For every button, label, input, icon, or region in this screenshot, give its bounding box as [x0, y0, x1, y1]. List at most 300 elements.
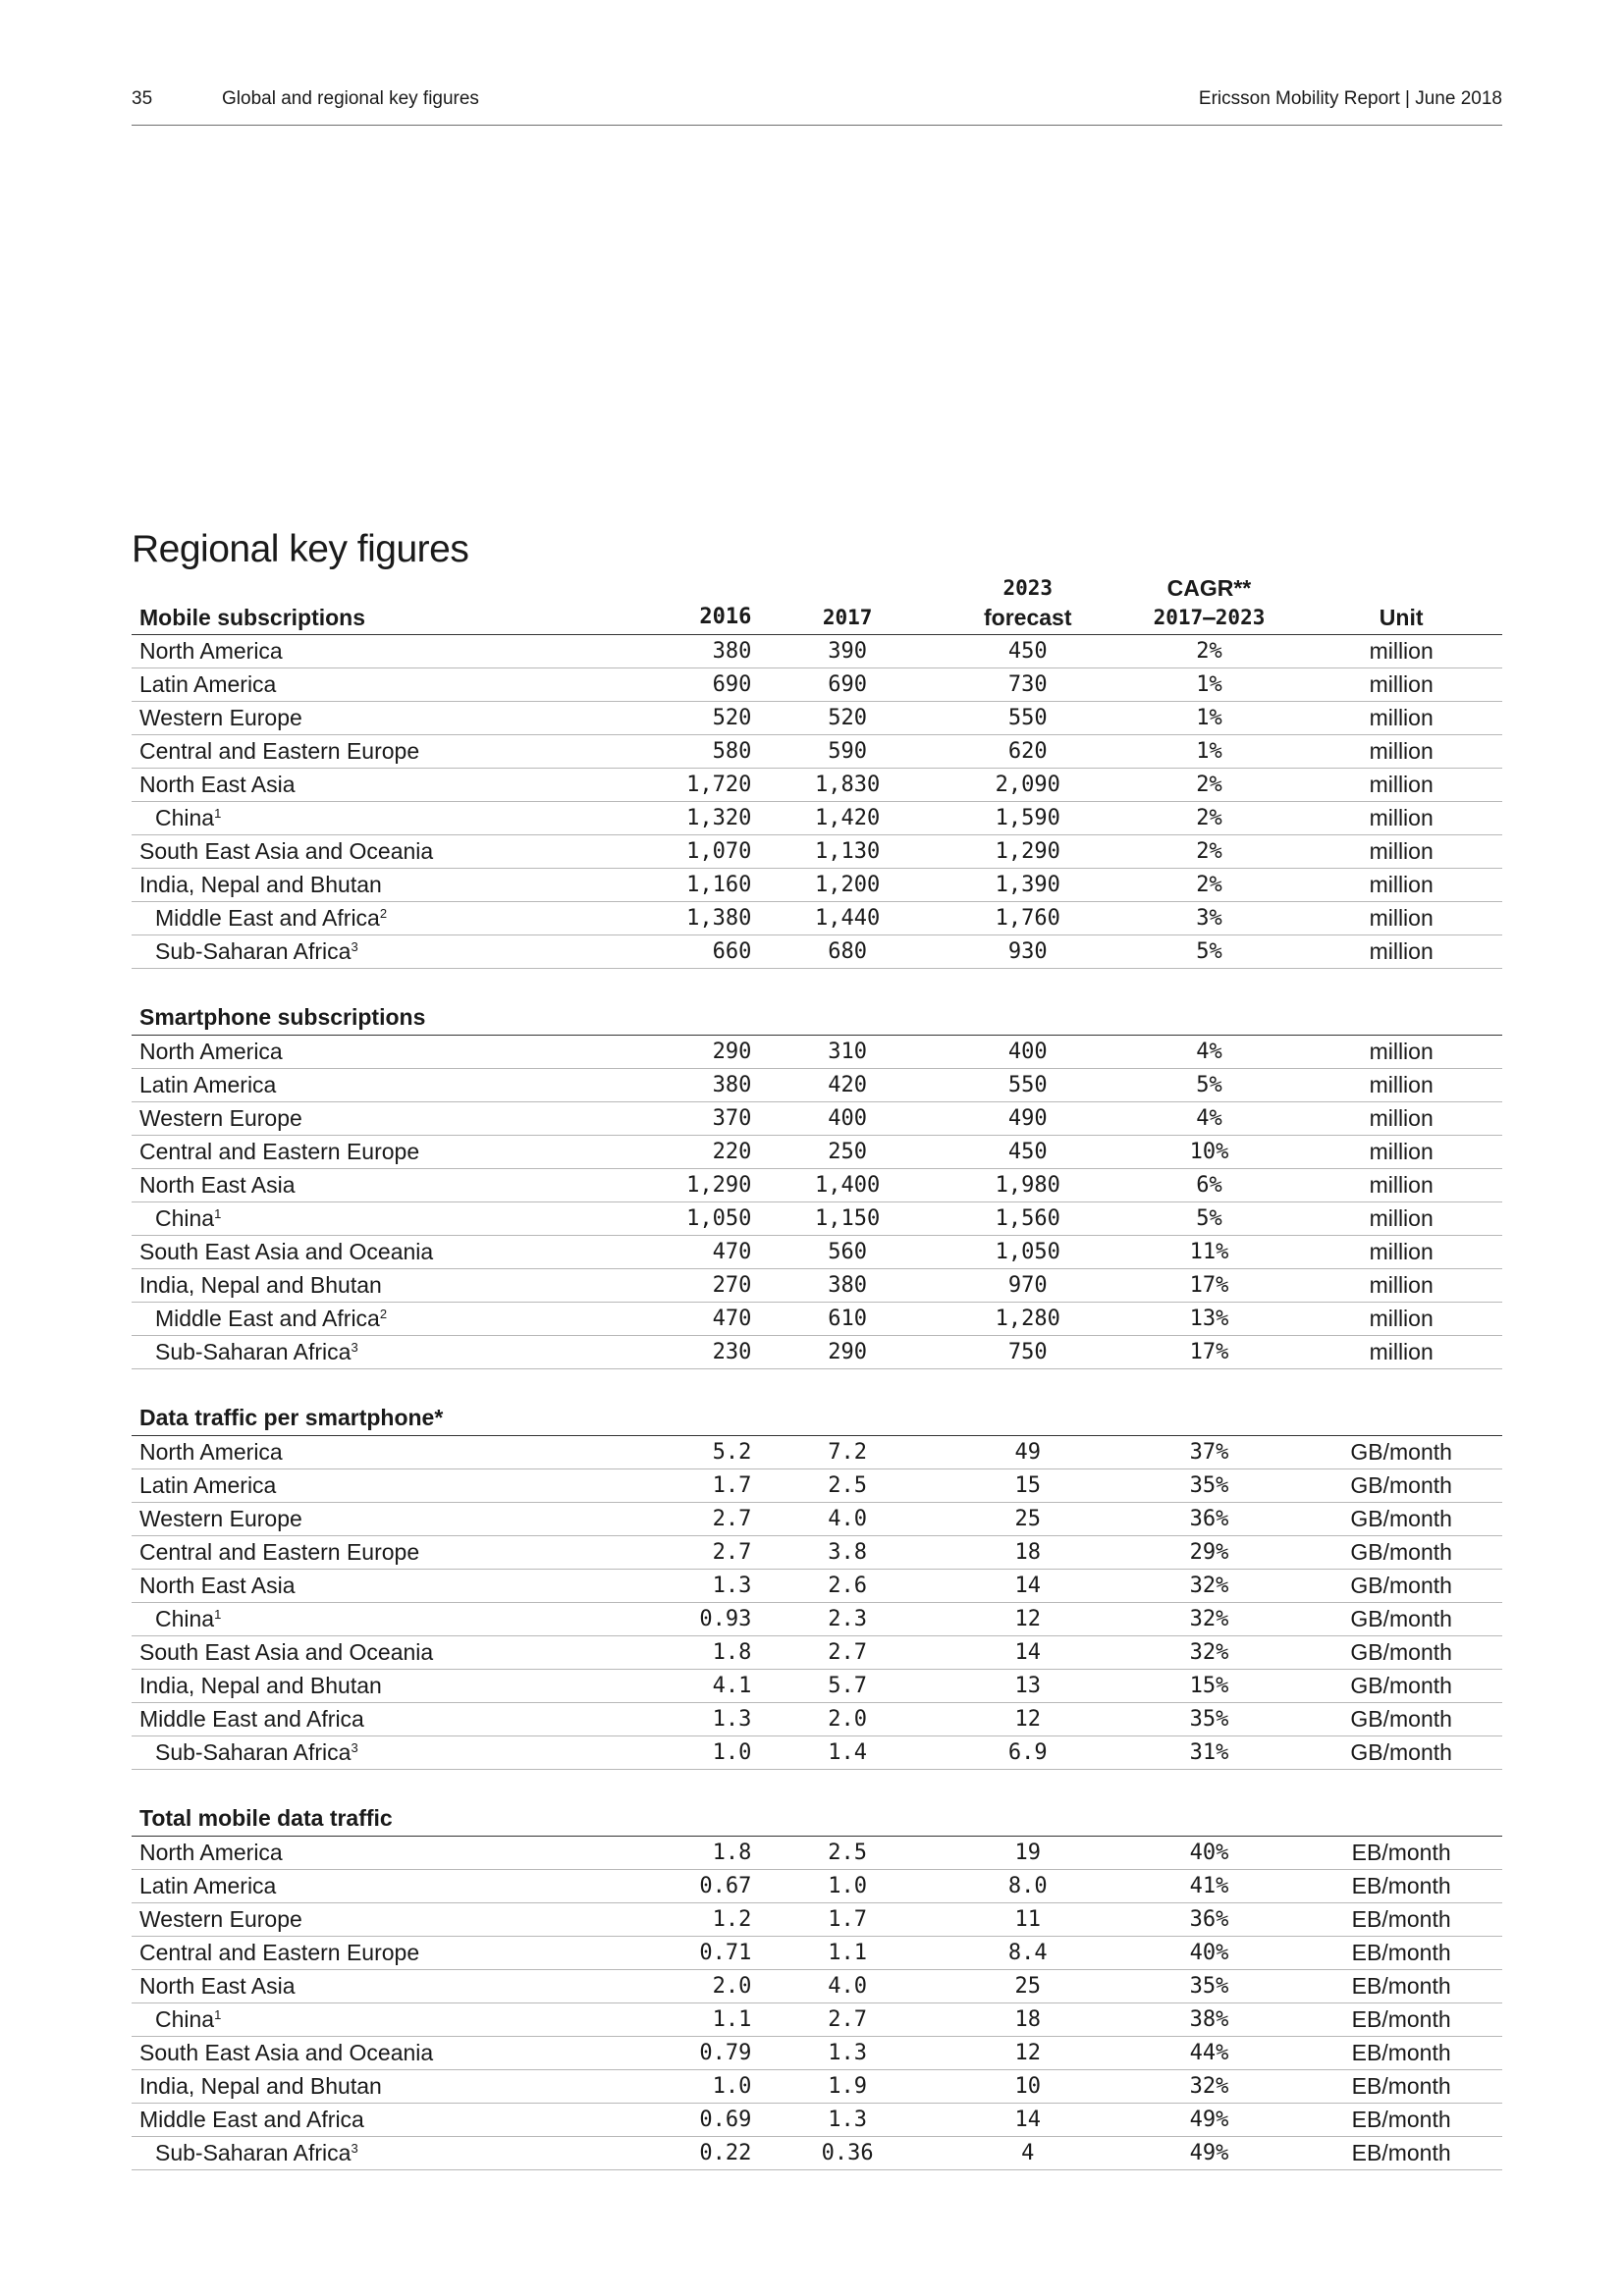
value-cagr: 40%: [1118, 1936, 1301, 1969]
value-2017: 610: [757, 1302, 938, 1335]
value-2023-forecast: 25: [938, 1502, 1118, 1535]
value-2016: 2.7: [686, 1535, 757, 1569]
value-2023-forecast: 11: [938, 1902, 1118, 1936]
value-2023-forecast: 930: [938, 934, 1118, 968]
table-row: [132, 1435, 1502, 1468]
column-header-row: [132, 567, 1502, 634]
value-2023-forecast: 1,280: [938, 1302, 1118, 1335]
value-unit: million: [1300, 1035, 1502, 1068]
region-cell: [132, 1702, 686, 1735]
value-2016: 1.3: [686, 1569, 757, 1602]
table-row: [132, 1669, 1502, 1702]
value-cagr: 32%: [1118, 1635, 1301, 1669]
region-name: Sub-Saharan Africa: [155, 1738, 352, 1765]
table-row: [132, 1602, 1502, 1635]
table-row: [132, 934, 1502, 968]
table-row: [132, 734, 1502, 768]
value-2023-forecast: 8.0: [938, 1869, 1118, 1902]
value-unit: million: [1300, 834, 1502, 868]
value-2016: 230: [686, 1335, 757, 1368]
region-cell: [132, 1502, 686, 1535]
cagr-label: CAGR**: [1166, 574, 1252, 601]
value-cagr: 38%: [1118, 2002, 1301, 2036]
value-cagr: 1%: [1118, 701, 1301, 734]
region-cell: [132, 1168, 686, 1201]
value-2016: 0.69: [686, 2103, 757, 2136]
region-cell: [132, 2002, 686, 2036]
value-2023-forecast: 15: [938, 1468, 1118, 1502]
value-unit: million: [1300, 1302, 1502, 1335]
value-2023-forecast: 4: [938, 2136, 1118, 2169]
region-name: South East Asia and Oceania: [139, 1638, 434, 1665]
value-2016: 380: [686, 634, 757, 667]
footnote-marker: 3: [351, 1339, 358, 1355]
table-row: [132, 1569, 1502, 1602]
value-cagr: 32%: [1118, 1602, 1301, 1635]
region-cell: [132, 1135, 686, 1168]
empty-cell: [757, 1802, 938, 1836]
value-cagr: 35%: [1118, 1702, 1301, 1735]
footnote-marker: 1: [214, 2006, 222, 2022]
section-header-row: [132, 1802, 1502, 1836]
value-unit: million: [1300, 701, 1502, 734]
spacer-cell: [132, 968, 1502, 1001]
empty-cell: [938, 1001, 1118, 1035]
section-spacer: [132, 1368, 1502, 1402]
value-2016: 4.1: [686, 1669, 757, 1702]
region-name: Western Europe: [139, 1104, 302, 1131]
value-2016: 0.22: [686, 2136, 757, 2169]
empty-cell: [1300, 1402, 1502, 1435]
region-name: Latin America: [139, 1872, 277, 1898]
table-row: [132, 768, 1502, 801]
value-2016: 690: [686, 667, 757, 701]
table-row: [132, 701, 1502, 734]
footnote-marker: 2: [379, 1306, 388, 1321]
empty-cell: [1118, 1802, 1301, 1836]
empty-cell: [938, 1802, 1118, 1836]
value-2023-forecast: 1,980: [938, 1168, 1118, 1201]
value-2016: 580: [686, 734, 757, 768]
value-unit: million: [1300, 734, 1502, 768]
region-cell: [132, 1468, 686, 1502]
value-2017: 1,440: [757, 901, 938, 934]
value-cagr: 6%: [1118, 1168, 1301, 1201]
value-2016: 1.0: [686, 1735, 757, 1769]
table-row: [132, 1035, 1502, 1068]
value-2017: 1,400: [757, 1168, 938, 1201]
value-2023-forecast: 12: [938, 2036, 1118, 2069]
table-row: [132, 1101, 1502, 1135]
value-unit: GB/month: [1300, 1569, 1502, 1602]
value-cagr: 4%: [1118, 1101, 1301, 1135]
value-cagr: 36%: [1118, 1902, 1301, 1936]
value-cagr: 2%: [1118, 768, 1301, 801]
region-name: Sub-Saharan Africa: [155, 937, 352, 964]
value-2016: 1.8: [686, 1836, 757, 1869]
region-name: India, Nepal and Bhutan: [139, 2072, 382, 2099]
region-name: Latin America: [139, 670, 277, 697]
value-2017: 2.3: [757, 1602, 938, 1635]
value-2016: 2.0: [686, 1969, 757, 2002]
table-row: [132, 1836, 1502, 1869]
column-header-forecast: [938, 567, 1118, 634]
value-2023-forecast: 8.4: [938, 1936, 1118, 1969]
value-2023-forecast: 1,760: [938, 901, 1118, 934]
table-row: [132, 1702, 1502, 1735]
value-cagr: 40%: [1118, 1836, 1301, 1869]
region-name: Middle East and Africa: [139, 1705, 364, 1732]
value-2017: 1,830: [757, 768, 938, 801]
table-row: [132, 634, 1502, 667]
value-2023-forecast: 750: [938, 1335, 1118, 1368]
region-name: North East Asia: [139, 1572, 296, 1598]
value-cagr: 32%: [1118, 1569, 1301, 1602]
value-unit: EB/month: [1300, 2136, 1502, 2169]
value-2016: 270: [686, 1268, 757, 1302]
value-cagr: 11%: [1118, 1235, 1301, 1268]
region-cell: [132, 1902, 686, 1936]
footnote-marker: 2: [379, 905, 388, 921]
value-2017: 1.3: [757, 2103, 938, 2136]
value-unit: million: [1300, 1168, 1502, 1201]
region-cell: [132, 1302, 686, 1335]
region-name: Middle East and Africa: [139, 2106, 364, 2132]
value-2017: 1,130: [757, 834, 938, 868]
region-name: China: [155, 1605, 215, 1631]
region-name: North East Asia: [139, 771, 296, 797]
value-2016: 380: [686, 1068, 757, 1101]
region-name: Western Europe: [139, 1905, 302, 1932]
region-cell: [132, 1235, 686, 1268]
value-cagr: 17%: [1118, 1335, 1301, 1368]
value-2017: 1.9: [757, 2069, 938, 2103]
value-unit: EB/month: [1300, 2002, 1502, 2036]
value-2016: 0.67: [686, 1869, 757, 1902]
empty-cell: [686, 1001, 757, 1035]
region-cell: [132, 768, 686, 801]
value-2023-forecast: 620: [938, 734, 1118, 768]
region-name: India, Nepal and Bhutan: [139, 1672, 382, 1698]
footnote-marker: 3: [351, 2140, 358, 2156]
section-heading: Smartphone subscriptions: [132, 1001, 686, 1035]
value-2017: 290: [757, 1335, 938, 1368]
table-row: [132, 1869, 1502, 1902]
value-unit: million: [1300, 801, 1502, 834]
value-2016: 1.7: [686, 1468, 757, 1502]
region-cell: [132, 701, 686, 734]
table-row: [132, 1335, 1502, 1368]
value-cagr: 2%: [1118, 868, 1301, 901]
value-cagr: 2%: [1118, 634, 1301, 667]
value-cagr: 1%: [1118, 734, 1301, 768]
value-2023-forecast: 14: [938, 1569, 1118, 1602]
value-2023-forecast: 550: [938, 1068, 1118, 1101]
value-2016: 220: [686, 1135, 757, 1168]
value-2017: 2.7: [757, 2002, 938, 2036]
value-2016: 1,160: [686, 868, 757, 901]
table-row: [132, 1535, 1502, 1569]
region-name: Latin America: [139, 1471, 277, 1498]
value-2017: 590: [757, 734, 938, 768]
value-unit: EB/month: [1300, 1869, 1502, 1902]
section-header-row: [132, 1001, 1502, 1035]
value-unit: EB/month: [1300, 1902, 1502, 1936]
value-cagr: 36%: [1118, 1502, 1301, 1535]
region-cell: [132, 1101, 686, 1135]
value-2016: 1.2: [686, 1902, 757, 1936]
region-cell: [132, 2103, 686, 2136]
region-cell: [132, 2069, 686, 2103]
value-unit: EB/month: [1300, 2036, 1502, 2069]
region-name: China: [155, 804, 215, 830]
empty-cell: [686, 1802, 757, 1836]
value-2023-forecast: 13: [938, 1669, 1118, 1702]
value-2017: 520: [757, 701, 938, 734]
region-cell: [132, 834, 686, 868]
value-cagr: 35%: [1118, 1468, 1301, 1502]
forecast-label: forecast: [984, 604, 1072, 630]
value-2017: 310: [757, 1035, 938, 1068]
value-2023-forecast: 400: [938, 1035, 1118, 1068]
value-2023-forecast: 730: [938, 667, 1118, 701]
value-2016: 1,720: [686, 768, 757, 801]
region-name: Central and Eastern Europe: [139, 737, 420, 764]
value-2016: 290: [686, 1035, 757, 1068]
region-cell: [132, 734, 686, 768]
region-name: Central and Eastern Europe: [139, 1138, 420, 1164]
region-cell: [132, 1535, 686, 1569]
section-header-row: [132, 1402, 1502, 1435]
value-2016: 470: [686, 1235, 757, 1268]
forecast-year: 2023: [1002, 575, 1054, 600]
spacer-cell: [132, 1769, 1502, 1802]
value-unit: million: [1300, 667, 1502, 701]
value-unit: GB/month: [1300, 1502, 1502, 1535]
value-unit: million: [1300, 1201, 1502, 1235]
value-2017: 4.0: [757, 1502, 938, 1535]
region-name: Central and Eastern Europe: [139, 1939, 420, 1965]
value-2017: 250: [757, 1135, 938, 1168]
footnote-marker: 3: [351, 1739, 358, 1755]
table-row: [132, 1135, 1502, 1168]
region-cell: [132, 901, 686, 934]
table-row: [132, 2136, 1502, 2169]
region-name: India, Nepal and Bhutan: [139, 871, 382, 897]
value-2017: 1.7: [757, 1902, 938, 1936]
table-row: [132, 1902, 1502, 1936]
region-name: North America: [139, 1038, 283, 1064]
value-2023-forecast: 12: [938, 1602, 1118, 1635]
value-cagr: 5%: [1118, 1201, 1301, 1235]
value-2017: 2.5: [757, 1468, 938, 1502]
value-2017: 420: [757, 1068, 938, 1101]
value-2023-forecast: 1,590: [938, 801, 1118, 834]
value-2017: 0.36: [757, 2136, 938, 2169]
table-row: [132, 1969, 1502, 2002]
value-2017: 380: [757, 1268, 938, 1302]
table-row: [132, 1735, 1502, 1769]
region-cell: [132, 801, 686, 834]
value-2017: 1,420: [757, 801, 938, 834]
region-cell: [132, 634, 686, 667]
region-name: South East Asia and Oceania: [139, 1238, 434, 1264]
region-name: North East Asia: [139, 1171, 296, 1198]
value-unit: EB/month: [1300, 1969, 1502, 2002]
value-unit: GB/month: [1300, 1669, 1502, 1702]
value-2017: 2.7: [757, 1635, 938, 1669]
region-name: South East Asia and Oceania: [139, 2039, 434, 2065]
section-title: Global and regional key figures: [222, 88, 479, 109]
region-name: Sub-Saharan Africa: [155, 2139, 352, 2165]
region-cell: [132, 1335, 686, 1368]
region-cell: [132, 868, 686, 901]
value-2016: 1,320: [686, 801, 757, 834]
section-heading: Total mobile data traffic: [132, 1802, 686, 1836]
region-cell: [132, 1201, 686, 1235]
value-2017: 1.4: [757, 1735, 938, 1769]
value-2023-forecast: 18: [938, 2002, 1118, 2036]
table-row: [132, 801, 1502, 834]
value-unit: million: [1300, 768, 1502, 801]
value-unit: million: [1300, 934, 1502, 968]
value-2023-forecast: 19: [938, 1836, 1118, 1869]
value-2023-forecast: 10: [938, 2069, 1118, 2103]
section-spacer: [132, 1769, 1502, 1802]
value-unit: million: [1300, 868, 1502, 901]
value-2016: 0.79: [686, 2036, 757, 2069]
region-cell: [132, 1435, 686, 1468]
value-2017: 1,200: [757, 868, 938, 901]
value-2023-forecast: 450: [938, 634, 1118, 667]
region-cell: [132, 1836, 686, 1869]
value-2017: 1.3: [757, 2036, 938, 2069]
empty-cell: [938, 1402, 1118, 1435]
value-2023-forecast: 1,290: [938, 834, 1118, 868]
value-2017: 4.0: [757, 1969, 938, 2002]
table-row: [132, 2036, 1502, 2069]
table-row: [132, 1201, 1502, 1235]
value-unit: GB/month: [1300, 1735, 1502, 1769]
spacer-cell: [132, 1368, 1502, 1402]
region-cell: [132, 1268, 686, 1302]
table-row: [132, 1235, 1502, 1268]
region-name: China: [155, 1204, 215, 1231]
empty-cell: [1300, 1802, 1502, 1836]
empty-cell: [1300, 1001, 1502, 1035]
value-2023-forecast: 14: [938, 2103, 1118, 2136]
table-row: [132, 1936, 1502, 1969]
column-header-unit: Unit: [1300, 567, 1502, 634]
value-unit: GB/month: [1300, 1468, 1502, 1502]
region-cell: [132, 1569, 686, 1602]
section-heading: Data traffic per smartphone*: [132, 1402, 686, 1435]
region-name: North America: [139, 637, 283, 664]
value-2023-forecast: 490: [938, 1101, 1118, 1135]
region-cell: [132, 1669, 686, 1702]
value-2017: 2.6: [757, 1569, 938, 1602]
value-2016: 1,070: [686, 834, 757, 868]
value-cagr: 35%: [1118, 1969, 1301, 2002]
value-2017: 690: [757, 667, 938, 701]
regional-key-figures-table: [132, 567, 1502, 2170]
table-row: [132, 1168, 1502, 1201]
region-cell: [132, 1869, 686, 1902]
value-2017: 680: [757, 934, 938, 968]
cagr-range: 2017–2023: [1153, 605, 1266, 629]
value-2017: 560: [757, 1235, 938, 1268]
value-cagr: 49%: [1118, 2103, 1301, 2136]
value-2017: 1,150: [757, 1201, 938, 1235]
value-2016: 1,050: [686, 1201, 757, 1235]
value-2023-forecast: 970: [938, 1268, 1118, 1302]
region-cell: [132, 1602, 686, 1635]
page-number: 35: [132, 88, 153, 109]
value-2016: 1,380: [686, 901, 757, 934]
table-row: [132, 1302, 1502, 1335]
value-unit: million: [1300, 634, 1502, 667]
table-row: [132, 1468, 1502, 1502]
value-unit: million: [1300, 1135, 1502, 1168]
section-heading: Mobile subscriptions: [132, 567, 686, 634]
value-2023-forecast: 450: [938, 1135, 1118, 1168]
value-cagr: 17%: [1118, 1268, 1301, 1302]
column-header-2016: 2016: [686, 567, 757, 634]
value-2016: 370: [686, 1101, 757, 1135]
footnote-marker: 3: [351, 938, 358, 954]
value-2017: 1.0: [757, 1869, 938, 1902]
value-2017: 3.8: [757, 1535, 938, 1569]
value-unit: GB/month: [1300, 1535, 1502, 1569]
region-cell: [132, 1735, 686, 1769]
value-2023-forecast: 25: [938, 1969, 1118, 2002]
empty-cell: [1118, 1402, 1301, 1435]
table-row: [132, 2069, 1502, 2103]
value-2023-forecast: 2,090: [938, 768, 1118, 801]
value-unit: million: [1300, 1068, 1502, 1101]
value-2016: 520: [686, 701, 757, 734]
value-2016: 2.7: [686, 1502, 757, 1535]
value-2023-forecast: 18: [938, 1535, 1118, 1569]
value-2023-forecast: 12: [938, 1702, 1118, 1735]
value-2016: 1.3: [686, 1702, 757, 1735]
value-2016: 470: [686, 1302, 757, 1335]
value-2016: 0.71: [686, 1936, 757, 1969]
footnote-marker: 1: [214, 1606, 222, 1622]
region-name: China: [155, 2005, 215, 2032]
table-row: [132, 834, 1502, 868]
value-2016: 1.1: [686, 2002, 757, 2036]
region-cell: [132, 1068, 686, 1101]
value-2017: 400: [757, 1101, 938, 1135]
value-unit: EB/month: [1300, 2103, 1502, 2136]
table-row: [132, 1502, 1502, 1535]
value-unit: GB/month: [1300, 1435, 1502, 1468]
empty-cell: [757, 1001, 938, 1035]
value-cagr: 32%: [1118, 2069, 1301, 2103]
value-2023-forecast: 550: [938, 701, 1118, 734]
value-unit: GB/month: [1300, 1635, 1502, 1669]
region-cell: [132, 2036, 686, 2069]
table-row: [132, 667, 1502, 701]
region-name: North East Asia: [139, 1972, 296, 1999]
value-cagr: 41%: [1118, 1869, 1301, 1902]
footnote-marker: 1: [214, 805, 222, 821]
region-name: Middle East and Africa: [155, 904, 380, 931]
value-unit: million: [1300, 1268, 1502, 1302]
region-name: Sub-Saharan Africa: [155, 1338, 352, 1364]
region-name: India, Nepal and Bhutan: [139, 1271, 382, 1298]
